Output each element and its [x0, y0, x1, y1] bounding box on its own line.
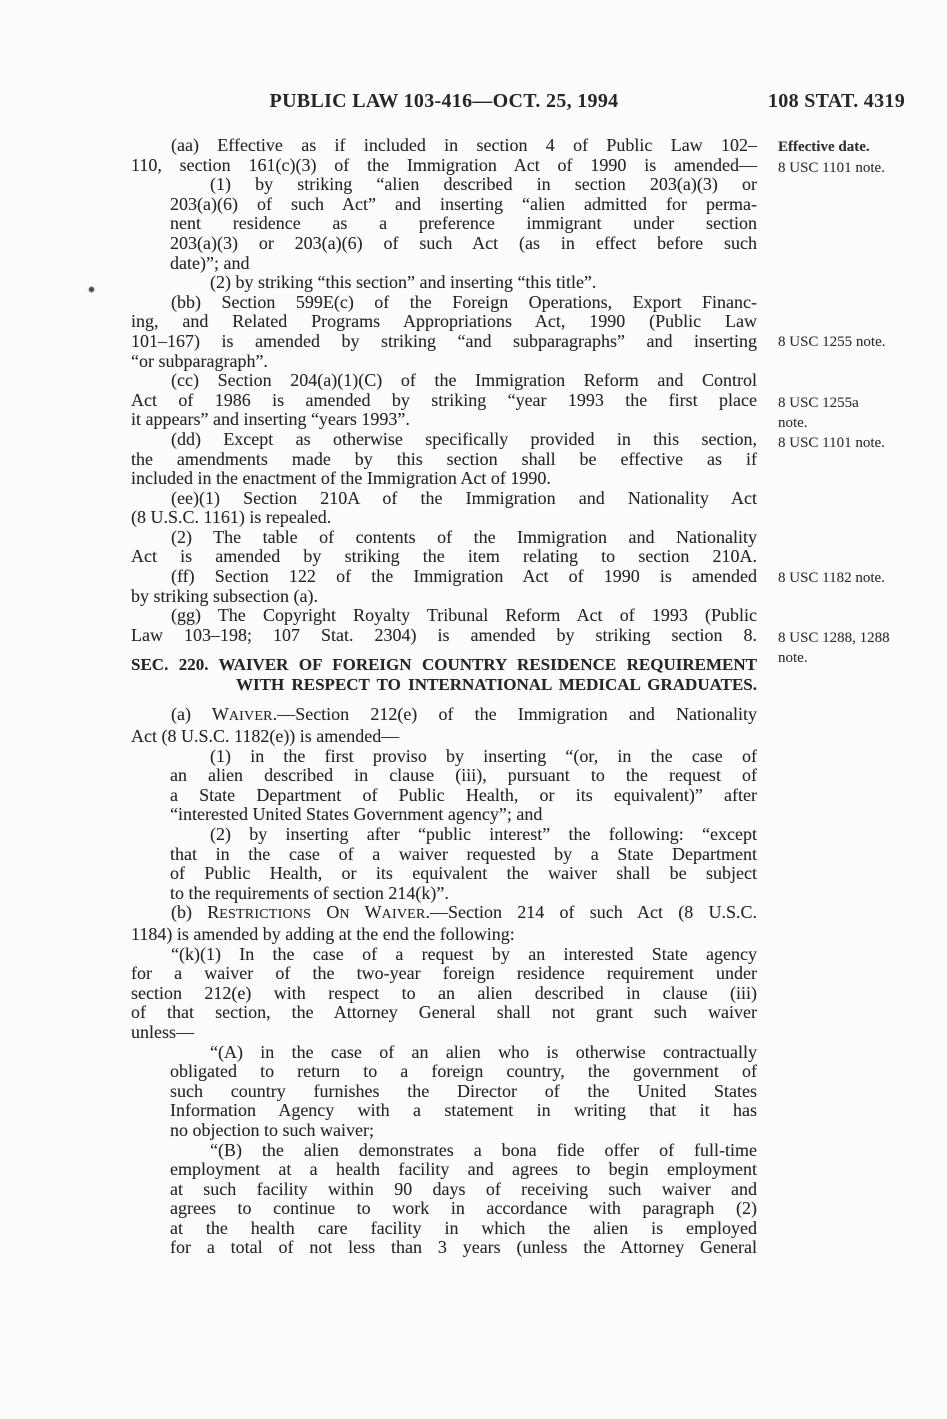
text-line: Act of 1986 is amended by striking “year 1993 the first place	[131, 389, 757, 410]
body-column	[131, 136, 757, 1258]
margin-note	[778, 332, 920, 352]
text-line: to the requirements of section 214(k)”.	[170, 882, 449, 903]
text-line: (a) WAIVER.—Section 212(e) of the Immigration and Nationality	[171, 704, 757, 725]
paragraph	[131, 1141, 757, 1259]
text-line: section 212(e) with respect to an alien described in clause (iii)	[131, 982, 757, 1003]
page-header-stat-citation: 108 STAT. 4319	[768, 90, 905, 112]
paragraph	[131, 747, 757, 825]
text-line: by striking subsection (a).	[131, 585, 318, 606]
text-line: obligated to return to a foreign country, the government of	[170, 1061, 757, 1082]
margin-note	[778, 568, 920, 588]
text-line: “interested United States Government agency”; and	[170, 804, 543, 825]
margin-note	[778, 433, 920, 453]
heading-line: WITH RESPECT TO INTERNATIONAL MEDICAL GRADUATES.	[236, 675, 757, 695]
page-header-law-title: PUBLIC LAW 103-416—OCT. 25, 1994	[269, 90, 619, 112]
text-line: (dd) Except as otherwise specifically provided in this section,	[171, 428, 757, 449]
small-caps-text: AIVER	[228, 708, 273, 725]
margin-note-line: 8 USC 1288, 1288	[778, 630, 890, 646]
text-line: (ff) Section 122 of the Immigration Act of 1990 is amended	[171, 566, 757, 587]
text-line: (1) by striking “alien described in section 203(a)(3) or	[210, 174, 757, 195]
scan-artifact-dot	[89, 287, 94, 292]
text-line: (aa) Effective as if included in section 4 of Public Law 102–	[171, 135, 757, 155]
paragraph	[131, 293, 757, 371]
margin-note-line: 8 USC 1182 note.	[778, 570, 885, 586]
text-line: for a total of not less than 3 years (unless the Attorney General	[170, 1237, 757, 1258]
margin-note-line: note.	[778, 650, 808, 666]
text-line: ing, and Related Programs Appropriations Act, 1990 (Public Law	[131, 311, 757, 332]
heading-line: SEC. 220. WAIVER OF FOREIGN COUNTRY RESIDENCE REQUIREMENT	[131, 655, 757, 675]
text-line: (2) by inserting after “public interest” the following: “except	[210, 824, 757, 844]
text-line: Act (8 U.S.C. 1182(e)) is amended—	[131, 726, 400, 747]
paragraph	[131, 489, 757, 528]
text-line: agrees to continue to work in accordance with paragraph (2)	[170, 1198, 757, 1219]
section-heading	[131, 655, 757, 695]
paragraph	[131, 705, 757, 746]
text-line: 1184) is amended by adding at the end the following:	[131, 923, 515, 944]
margin-note-line: Effective date.	[778, 139, 870, 155]
text-line: (cc) Section 204(a)(1)(C) of the Immigration Reform and Control	[171, 370, 757, 391]
margin-note-line: 8 USC 1255 note.	[778, 334, 886, 350]
text-line: 203(a)(3) or 203(a)(6) of such Act (as in effect before such	[170, 232, 757, 253]
paragraph	[131, 903, 757, 944]
text-line: (2) by striking “this section” and inserting “this title”.	[210, 272, 597, 293]
paragraph	[131, 273, 757, 293]
text-line: of Public Health, or its equivalent the waiver shall be subject	[170, 863, 757, 884]
text-line: (gg) The Copyright Royalty Tribunal Reform Act of 1993 (Public	[171, 605, 757, 626]
text-line: 101–167) is amended by striking “and subparagraphs” and inserting	[131, 330, 757, 351]
text-line: (bb) Section 599E(c) of the Foreign Operations, Export Financ-	[171, 291, 757, 312]
paragraph	[131, 136, 757, 175]
text-line: (2) The table of contents of the Immigration and Nationality	[171, 526, 757, 547]
text-line: Law 103–198; 107 Stat. 2304) is amended by striking section 8.	[131, 624, 757, 645]
paragraph	[131, 430, 757, 489]
margin-note	[778, 137, 920, 157]
margin-note-line: 8 USC 1255a	[778, 395, 859, 411]
text-line: nent residence as a preference immigrant under section	[170, 213, 757, 234]
margin-note	[778, 628, 920, 668]
text-line: Information Agency with a statement in writing that it has	[170, 1100, 757, 1121]
small-caps-text: AIVER	[381, 906, 426, 923]
paragraph	[131, 567, 757, 606]
paragraph	[131, 175, 757, 273]
text-line: included in the enactment of the Immigration Act of 1990.	[131, 468, 551, 489]
text-line: employment at a health facility and agrees to begin employment	[170, 1159, 757, 1180]
margin-note-line: note.	[778, 415, 808, 431]
text-line: for a waiver of the two-year foreign residence requirement under	[131, 963, 757, 984]
text-line: that in the case of a waiver requested by a State Department	[170, 843, 757, 864]
margin-note-line: 8 USC 1101 note.	[778, 435, 885, 451]
small-caps-text: ESTRICTIONS	[219, 906, 312, 923]
text-line: an alien described in clause (iii), pursuant to the request of	[170, 765, 757, 786]
text-line: at the health care facility in which the alien is employed	[170, 1217, 757, 1238]
paragraph	[131, 528, 757, 567]
text-line: “(A) in the case of an alien who is otherwise contractually	[210, 1041, 757, 1062]
text-line: unless—	[131, 1021, 194, 1042]
paragraph	[131, 371, 757, 430]
paragraph	[131, 825, 757, 903]
text-line: such country furnishes the Director of the United States	[170, 1080, 757, 1101]
text-line: “(B) the alien demonstrates a bona fide offer of full-time	[210, 1139, 757, 1160]
text-line: a State Department of Public Health, or its equivalent)” after	[170, 784, 757, 805]
text-line: 110, section 161(c)(3) of the Immigration Act of 1990 is amended—	[131, 154, 757, 175]
margin-note	[778, 158, 920, 178]
margin-note	[778, 393, 920, 433]
text-line: (b) RESTRICTIONS ON WAIVER.—Section 214 of such Act (8 U.S.C.	[171, 902, 757, 923]
text-line: no objection to such waiver;	[170, 1119, 374, 1140]
text-line: (1) in the first proviso by inserting “(or, in the case of	[210, 745, 757, 766]
text-line: “(k)(1) In the case of a request by an interested State agency	[171, 943, 757, 964]
text-line: of that section, the Attorney General shall not grant such waiver	[131, 1002, 757, 1023]
text-line: Act is amended by striking the item relating to section 210A.	[131, 546, 757, 567]
paragraph	[131, 1043, 757, 1141]
text-line: (ee)(1) Section 210A of the Immigration and Nationality Act	[171, 487, 757, 508]
text-line: at such facility within 90 days of receiving such waiver and	[170, 1178, 757, 1199]
text-line: (8 U.S.C. 1161) is repealed.	[131, 507, 332, 528]
text-line: date)”; and	[170, 252, 250, 273]
paragraph	[131, 945, 757, 1043]
text-line: “or subparagraph”.	[131, 350, 268, 371]
text-line: the amendments made by this section shall be effective as if	[131, 448, 757, 469]
small-caps-text: N	[339, 906, 350, 923]
text-line: 203(a)(6) of such Act” and inserting “alien admitted for perma-	[170, 193, 757, 214]
text-line: it appears” and inserting “years 1993”.	[131, 409, 410, 430]
margin-note-line: 8 USC 1101 note.	[778, 160, 885, 176]
paragraph	[131, 606, 757, 645]
